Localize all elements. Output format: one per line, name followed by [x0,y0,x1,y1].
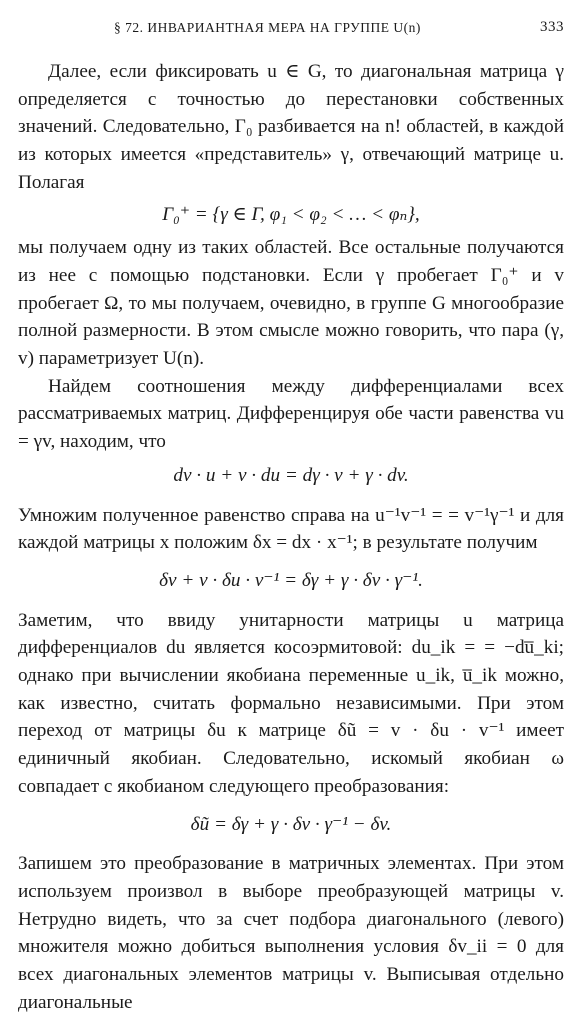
formula: Γ₀⁺ = {γ ∈ Γ, φ₁ < φ₂ < … < φₙ}, [162,203,420,225]
paragraph: Заметим, что ввиду унитарности матрицы u матрица дифференциалов du является косоэрмитовой: du_ik = = −du̅_ki; однако при вычислении якобиана переменные u_ik, u̅_ik можно, как известно, считать формально независимыми. При этом переход от матрицы δu к матрице δũ = v · δu · v⁻¹ имеет единичный якобиан. Следовательно, искомый якобиан ω совпадает с якобианом следующего преобразования: [18,609,564,797]
page-number: 333 [540,19,564,35]
paragraph: мы получаем одну из таких областей. Все остальные получаются из нее с помощью подстановки. Если γ пробегает Γ₀⁺ и v пробегает Ω, то мы получаем, очевидно, в группе G многообразие полной размерности. В этом смысле можно говорить, что пара (γ, v) параметризует U(n). [18,237,564,370]
paragraph: Далее, если фиксировать u ∈ G, то диагональная матрица γ определяется с точностью до перестановки собственных значений. Следовательно, Γ₀ разбивается на n! областей, в каждой из которых имеется «представитель» γ, отвечающий матрице u. Полагая [18,61,564,193]
body-text [18,58,564,1017]
formula: δũ = δγ + γ · δv · γ⁻¹ − δv. [190,813,392,835]
paragraph: Найдем соотношения между дифференциалами всех рассматриваемых матриц. Дифференцируя обе части равенства vu = γv, находим, что [18,375,564,453]
paragraph: Запишем это преобразование в матричных элементах. При этом используем произвол в выборе преобразующей матрицы v. Нетрудно видеть, что за счет подбора диагонального (левого) множителя можно добиться выполнения условия δv_ii = 0 для всех диагональных элементов матрицы v. Выписывая отдельно диагональные [18,853,564,1013]
section-title: § 72. ИНВАРИАНТНАЯ МЕРА НА ГРУППЕ U(n) [114,20,421,35]
formula: dv · u + v · du = dγ · v + γ · dv. [173,464,409,486]
paragraph: Умножим полученное равенство справа на u⁻¹v⁻¹ = = v⁻¹γ⁻¹ и для каждой матрицы x положим δx = dx · x⁻¹; в результате получим [18,504,564,554]
formula: δv + v · δu · v⁻¹ = δγ + γ · δv · γ⁻¹. [159,569,423,591]
